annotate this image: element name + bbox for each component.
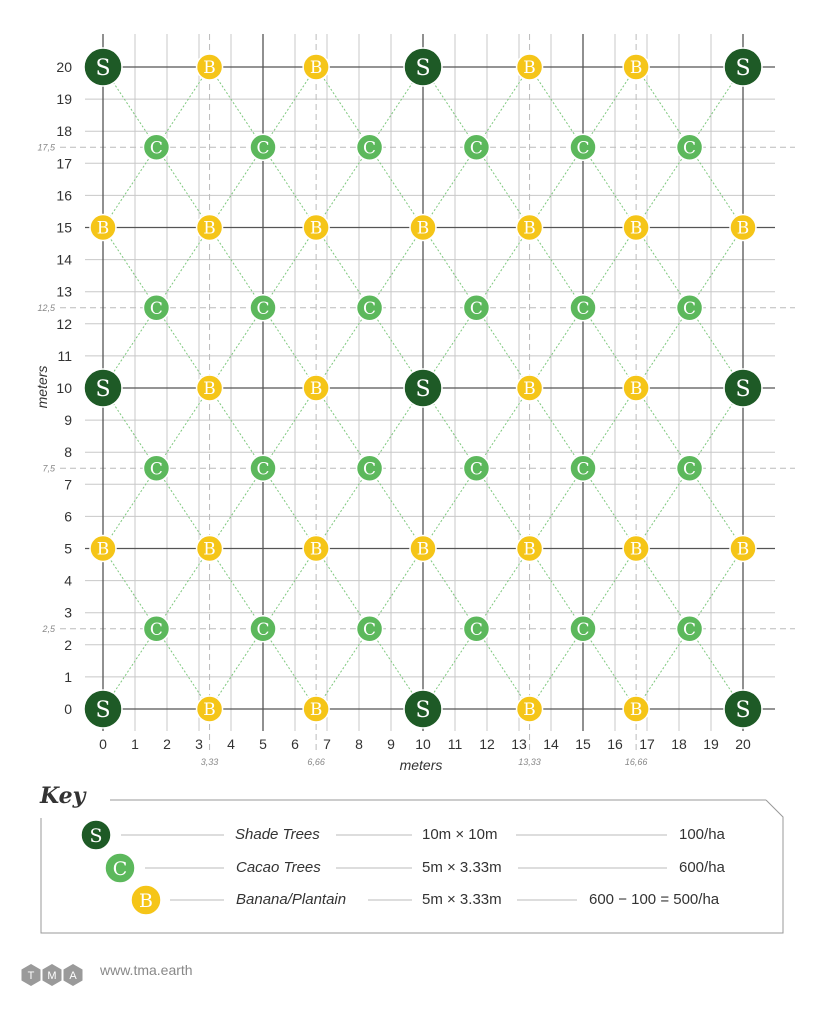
cacao-tree-marker bbox=[357, 295, 383, 321]
diagonal-guide-line bbox=[156, 67, 209, 147]
shade-tree-marker bbox=[404, 690, 442, 728]
x-tick-label: 9 bbox=[387, 736, 395, 752]
cacao-tree-marker-letter: C bbox=[576, 459, 590, 480]
banana-tree-marker-letter: B bbox=[629, 379, 643, 399]
diagonal-guide-line bbox=[263, 67, 316, 147]
banana-tree-marker bbox=[623, 215, 649, 241]
shade-tree-marker bbox=[404, 369, 442, 407]
diagonal-guide-line bbox=[583, 468, 636, 548]
x-tick-label: 12 bbox=[479, 736, 495, 752]
key-marker-letter: C bbox=[112, 858, 128, 880]
diagonal-guide-line bbox=[476, 228, 529, 308]
shade-tree-marker bbox=[724, 369, 762, 407]
cacao-tree-marker bbox=[677, 295, 703, 321]
shade-tree-marker bbox=[84, 690, 122, 728]
y-tick-label: 7 bbox=[64, 476, 72, 493]
diagonal-guide-line bbox=[370, 549, 423, 629]
diagonal-guide-line bbox=[476, 147, 529, 227]
banana-tree-marker bbox=[197, 375, 223, 401]
shade-tree-marker-letter: S bbox=[735, 56, 751, 81]
diagonal-guide-line bbox=[210, 549, 263, 629]
cacao-tree-marker bbox=[570, 134, 596, 160]
cacao-tree-marker bbox=[143, 455, 169, 481]
y-tick-label: 4 bbox=[64, 572, 72, 589]
shade-tree-marker-letter: S bbox=[95, 377, 111, 402]
banana-tree-marker-letter: B bbox=[736, 539, 750, 560]
diagonal-guide-line bbox=[210, 147, 263, 227]
y-extra-tick-label: 17,5 bbox=[37, 142, 55, 153]
diagonal-guide-line bbox=[636, 388, 689, 468]
shade-tree-marker-letter: S bbox=[415, 56, 431, 81]
diagonal-guide-line bbox=[530, 629, 583, 709]
banana-tree-marker-letter: B bbox=[629, 700, 643, 720]
x-tick-label: 17 bbox=[639, 736, 655, 752]
diagonal-guide-line bbox=[156, 468, 209, 548]
shade-tree-marker bbox=[724, 690, 762, 728]
cacao-tree-marker-letter: C bbox=[256, 619, 270, 640]
key-density-banana: 600 − 100 = 500/ha bbox=[589, 891, 720, 908]
x-axis-label: meters bbox=[399, 757, 443, 773]
diagonal-guide-line bbox=[530, 228, 583, 308]
logo-letter: T bbox=[27, 970, 35, 982]
diagonal-guide-line bbox=[316, 629, 369, 709]
cacao-tree-marker-letter: C bbox=[149, 298, 163, 319]
banana-tree-marker bbox=[303, 696, 329, 722]
banana-tree-marker-letter: B bbox=[203, 58, 216, 78]
key-spacing-banana: 5m × 3.33m bbox=[422, 891, 502, 908]
cacao-tree-marker bbox=[250, 295, 276, 321]
y-extra-tick-label: 2,5 bbox=[42, 623, 55, 634]
diagonal-guide-line bbox=[263, 228, 316, 308]
key-marker-letter: B bbox=[139, 890, 153, 912]
banana-tree-marker bbox=[303, 215, 329, 241]
y-tick-label: 2 bbox=[64, 636, 72, 653]
cacao-tree-marker bbox=[357, 134, 383, 160]
banana-tree-marker bbox=[517, 536, 543, 562]
shade-tree-marker bbox=[84, 369, 122, 407]
diagonal-guide-line bbox=[370, 228, 423, 308]
diagonal-guide-line bbox=[690, 468, 743, 548]
banana-tree-marker bbox=[410, 215, 436, 241]
diagonal-guide-line bbox=[263, 388, 316, 468]
diagonal-guide-line bbox=[530, 308, 583, 388]
banana-tree-marker-letter: B bbox=[523, 700, 536, 720]
banana-tree-marker bbox=[517, 215, 543, 241]
banana-tree-marker-letter: B bbox=[523, 58, 536, 78]
diagonal-guide-line bbox=[476, 468, 529, 548]
diagonal-guide-line bbox=[636, 228, 689, 308]
tma-logo bbox=[20, 962, 84, 988]
cacao-tree-marker-letter: C bbox=[256, 298, 270, 319]
cacao-tree-marker bbox=[250, 616, 276, 642]
diagonal-guide-line bbox=[210, 629, 263, 709]
x-tick-label: 15 bbox=[575, 736, 591, 752]
x-tick-label: 19 bbox=[703, 736, 719, 752]
key-spacing-shade: 10m × 10m bbox=[422, 826, 498, 843]
y-tick-label: 17 bbox=[56, 155, 72, 172]
diagonal-guide-line bbox=[316, 147, 369, 227]
diagonal-guide-line bbox=[690, 228, 743, 308]
cacao-tree-marker-letter: C bbox=[363, 619, 377, 640]
diagonal-guide-line bbox=[316, 468, 369, 548]
banana-tree-marker bbox=[90, 536, 116, 562]
x-tick-label: 5 bbox=[259, 736, 267, 752]
banana-tree-marker-letter: B bbox=[309, 58, 323, 78]
cacao-tree-marker-letter: C bbox=[256, 459, 270, 480]
diagonal-guide-line bbox=[583, 147, 636, 227]
y-tick-label: 1 bbox=[64, 668, 72, 685]
diagonal-guide-line bbox=[636, 67, 689, 147]
banana-tree-marker-letter: B bbox=[96, 539, 110, 560]
x-tick-label: 3 bbox=[195, 736, 203, 752]
key-density-shade: 100/ha bbox=[679, 826, 725, 843]
diagonal-guide-line bbox=[583, 388, 636, 468]
diagonal-guide-line bbox=[476, 549, 529, 629]
cacao-tree-marker bbox=[463, 616, 489, 642]
cacao-tree-marker bbox=[357, 616, 383, 642]
cacao-tree-marker bbox=[570, 455, 596, 481]
key-marker-s bbox=[81, 820, 111, 850]
diagonal-guide-line bbox=[156, 388, 209, 468]
shade-tree-marker bbox=[404, 48, 442, 86]
diagonal-guide-line bbox=[530, 549, 583, 629]
x-tick-label: 10 bbox=[415, 736, 431, 752]
diagonal-guide-line bbox=[583, 308, 636, 388]
cacao-tree-marker-letter: C bbox=[576, 619, 590, 640]
cacao-tree-marker bbox=[250, 455, 276, 481]
diagonal-guide-line bbox=[636, 147, 689, 227]
banana-tree-marker bbox=[623, 696, 649, 722]
cacao-tree-marker-letter: C bbox=[363, 459, 377, 480]
banana-tree-marker-letter: B bbox=[309, 700, 323, 720]
diagonal-guide-line bbox=[423, 147, 476, 227]
diagonal-guide-line bbox=[263, 147, 316, 227]
cacao-tree-marker bbox=[677, 455, 703, 481]
x-tick-label: 13 bbox=[511, 736, 527, 752]
banana-tree-marker bbox=[197, 536, 223, 562]
x-tick-label: 14 bbox=[543, 736, 559, 752]
key-marker-b bbox=[131, 885, 161, 915]
cacao-tree-marker-letter: C bbox=[683, 138, 697, 159]
diagonal-guide-line bbox=[156, 228, 209, 308]
diagonal-guide-line bbox=[636, 468, 689, 548]
x-extra-tick-label: 13,33 bbox=[518, 757, 541, 767]
banana-tree-marker-letter: B bbox=[523, 539, 536, 560]
banana-tree-marker-letter: B bbox=[96, 218, 110, 239]
banana-tree-marker bbox=[623, 536, 649, 562]
diagonal-guide-line bbox=[423, 549, 476, 629]
diagonal-guide-line bbox=[476, 308, 529, 388]
diagonal-guide-line bbox=[690, 147, 743, 227]
banana-tree-marker bbox=[197, 215, 223, 241]
x-tick-label: 4 bbox=[227, 736, 235, 752]
cacao-tree-marker-letter: C bbox=[683, 298, 697, 319]
x-tick-label: 11 bbox=[447, 736, 463, 752]
y-tick-label: 5 bbox=[64, 540, 72, 557]
diagonal-guide-line bbox=[583, 228, 636, 308]
key-density-cacao: 600/ha bbox=[679, 859, 725, 876]
diagonal-guide-line bbox=[316, 388, 369, 468]
key-name-shade: Shade Trees bbox=[235, 826, 320, 843]
diagonal-guide-line bbox=[690, 549, 743, 629]
diagonal-guide-line bbox=[530, 67, 583, 147]
cacao-tree-marker bbox=[250, 134, 276, 160]
banana-tree-marker-letter: B bbox=[309, 539, 323, 560]
cacao-tree-marker bbox=[677, 134, 703, 160]
key-name-cacao: Cacao Trees bbox=[236, 859, 321, 876]
y-tick-label: 0 bbox=[64, 701, 72, 717]
shade-tree-marker-letter: S bbox=[95, 56, 111, 81]
y-tick-label: 19 bbox=[56, 91, 72, 108]
diagonal-guide-line bbox=[370, 147, 423, 227]
diagonal-guide-line bbox=[156, 549, 209, 629]
banana-tree-marker bbox=[197, 54, 223, 80]
y-tick-label: 9 bbox=[64, 412, 72, 429]
cacao-tree-marker bbox=[463, 455, 489, 481]
banana-tree-marker bbox=[730, 215, 756, 241]
diagonal-guide-line bbox=[156, 147, 209, 227]
y-tick-label: 3 bbox=[64, 604, 72, 621]
y-tick-label: 6 bbox=[64, 508, 72, 525]
y-axis-label: meters bbox=[34, 365, 50, 409]
diagonal-guide-line bbox=[636, 629, 689, 709]
cacao-tree-marker bbox=[677, 616, 703, 642]
diagonal-guide-line bbox=[210, 468, 263, 548]
banana-tree-marker-letter: B bbox=[309, 218, 323, 239]
y-tick-label: 11 bbox=[57, 347, 72, 364]
diagonal-guide-line bbox=[263, 629, 316, 709]
diagonal-guide-line bbox=[210, 67, 263, 147]
cacao-tree-marker bbox=[463, 295, 489, 321]
banana-tree-marker bbox=[517, 375, 543, 401]
shade-tree-marker-letter: S bbox=[735, 698, 751, 723]
banana-tree-marker-letter: B bbox=[203, 379, 216, 399]
banana-tree-marker-letter: B bbox=[203, 700, 216, 720]
diagonal-guide-line bbox=[370, 468, 423, 548]
cacao-tree-marker-letter: C bbox=[469, 459, 483, 480]
banana-tree-marker-letter: B bbox=[629, 539, 643, 560]
diagonal-guide-line bbox=[103, 549, 156, 629]
banana-tree-marker bbox=[517, 696, 543, 722]
key-marker-letter: S bbox=[89, 825, 103, 847]
cacao-tree-marker-letter: C bbox=[469, 619, 483, 640]
banana-tree-marker-letter: B bbox=[203, 539, 216, 560]
diagonal-guide-line bbox=[103, 468, 156, 548]
y-tick-label: 13 bbox=[56, 283, 72, 300]
cacao-tree-marker bbox=[143, 295, 169, 321]
diagonal-guide-line bbox=[210, 388, 263, 468]
banana-tree-marker-letter: B bbox=[416, 218, 430, 239]
diagonal-guide-line bbox=[156, 629, 209, 709]
diagonal-guide-line bbox=[530, 468, 583, 548]
diagonal-guide-line bbox=[263, 308, 316, 388]
shade-tree-marker-letter: S bbox=[415, 377, 431, 402]
y-tick-label: 16 bbox=[56, 187, 72, 204]
banana-tree-marker-letter: B bbox=[523, 379, 536, 399]
banana-tree-marker bbox=[90, 215, 116, 241]
banana-tree-marker bbox=[623, 54, 649, 80]
diagonal-guide-line bbox=[583, 629, 636, 709]
cacao-tree-marker-letter: C bbox=[363, 298, 377, 319]
cacao-tree-marker-letter: C bbox=[469, 138, 483, 159]
cacao-tree-marker bbox=[357, 455, 383, 481]
banana-tree-marker-letter: B bbox=[523, 218, 536, 239]
banana-tree-marker-letter: B bbox=[629, 58, 643, 78]
y-extra-tick-label: 7,5 bbox=[42, 463, 55, 474]
diagonal-guide-line bbox=[530, 147, 583, 227]
cacao-tree-marker-letter: C bbox=[469, 298, 483, 319]
banana-tree-marker bbox=[730, 536, 756, 562]
banana-tree-marker bbox=[197, 696, 223, 722]
cacao-tree-marker bbox=[143, 134, 169, 160]
logo-letter: M bbox=[47, 970, 57, 982]
diagonal-guide-line bbox=[476, 388, 529, 468]
x-tick-label: 20 bbox=[735, 736, 751, 752]
key-title: Key bbox=[40, 783, 86, 809]
y-tick-label: 10 bbox=[56, 380, 72, 396]
shade-tree-marker-letter: S bbox=[735, 377, 751, 402]
diagonal-guide-line bbox=[263, 549, 316, 629]
banana-tree-marker bbox=[410, 536, 436, 562]
y-tick-label: 18 bbox=[56, 123, 72, 140]
diagonal-guide-line bbox=[583, 549, 636, 629]
cacao-tree-marker bbox=[570, 616, 596, 642]
diagonal-guide-line bbox=[636, 308, 689, 388]
cacao-tree-marker-letter: C bbox=[256, 138, 270, 159]
shade-tree-marker bbox=[724, 48, 762, 86]
y-extra-tick-label: 12,5 bbox=[37, 302, 55, 313]
logo-letter: A bbox=[69, 970, 77, 982]
diagonal-guide-line bbox=[210, 308, 263, 388]
diagonal-guide-line bbox=[316, 549, 369, 629]
banana-tree-marker-letter: B bbox=[629, 218, 643, 239]
y-tick-label: 15 bbox=[56, 219, 72, 236]
diagonal-guide-line bbox=[103, 228, 156, 308]
diagonal-guide-line bbox=[476, 629, 529, 709]
cacao-tree-marker bbox=[143, 616, 169, 642]
x-tick-label: 1 bbox=[131, 736, 139, 752]
diagonal-guide-line bbox=[423, 468, 476, 548]
cacao-tree-marker-letter: C bbox=[683, 459, 697, 480]
cacao-tree-marker-letter: C bbox=[149, 619, 163, 640]
diagonal-guide-line bbox=[103, 147, 156, 227]
x-tick-label: 6 bbox=[291, 736, 299, 752]
banana-tree-marker-letter: B bbox=[203, 218, 216, 239]
cacao-tree-marker-letter: C bbox=[576, 138, 590, 159]
diagonal-guide-line bbox=[316, 228, 369, 308]
cacao-tree-marker-letter: C bbox=[576, 298, 590, 319]
diagonal-guide-line bbox=[423, 228, 476, 308]
x-tick-label: 8 bbox=[355, 736, 363, 752]
shade-tree-marker-letter: S bbox=[415, 698, 431, 723]
footer-url[interactable]: www.tma.earth bbox=[100, 962, 193, 978]
key-marker-c bbox=[105, 853, 135, 883]
banana-tree-marker-letter: B bbox=[309, 379, 323, 399]
diagonal-guide-line bbox=[530, 388, 583, 468]
diagonal-guide-line bbox=[210, 228, 263, 308]
x-tick-label: 0 bbox=[99, 736, 107, 752]
shade-tree-marker bbox=[84, 48, 122, 86]
banana-tree-marker bbox=[517, 54, 543, 80]
banana-tree-marker-letter: B bbox=[736, 218, 750, 239]
cacao-tree-marker-letter: C bbox=[149, 459, 163, 480]
diagonal-guide-line bbox=[636, 549, 689, 629]
banana-tree-marker-letter: B bbox=[416, 539, 430, 560]
x-extra-tick-label: 6,66 bbox=[307, 757, 325, 767]
key-name-banana: Banana/Plantain bbox=[236, 891, 347, 908]
banana-tree-marker bbox=[303, 54, 329, 80]
cacao-tree-marker-letter: C bbox=[363, 138, 377, 159]
banana-tree-marker bbox=[623, 375, 649, 401]
x-extra-tick-label: 16,66 bbox=[624, 757, 648, 767]
key-spacing-cacao: 5m × 3.33m bbox=[422, 859, 502, 876]
x-extra-tick-label: 3,33 bbox=[200, 757, 219, 767]
cacao-tree-marker bbox=[463, 134, 489, 160]
cacao-tree-marker-letter: C bbox=[149, 138, 163, 159]
diagonal-guide-line bbox=[156, 308, 209, 388]
x-tick-label: 2 bbox=[163, 736, 171, 752]
diagonal-guide-line bbox=[583, 67, 636, 147]
x-tick-label: 18 bbox=[671, 736, 687, 752]
y-tick-label: 20 bbox=[56, 59, 72, 75]
banana-tree-marker bbox=[303, 375, 329, 401]
diagonal-guide-line bbox=[263, 468, 316, 548]
banana-tree-marker bbox=[303, 536, 329, 562]
x-tick-label: 16 bbox=[607, 736, 623, 752]
diagonal-guide-line bbox=[316, 308, 369, 388]
x-tick-label: 7 bbox=[323, 736, 331, 752]
diagonal-guide-line bbox=[316, 67, 369, 147]
y-tick-label: 12 bbox=[56, 315, 72, 332]
cacao-tree-marker-letter: C bbox=[683, 619, 697, 640]
y-tick-label: 8 bbox=[64, 444, 72, 461]
cacao-tree-marker bbox=[570, 295, 596, 321]
shade-tree-marker-letter: S bbox=[95, 698, 111, 723]
diagonal-guide-line bbox=[476, 67, 529, 147]
y-tick-label: 14 bbox=[56, 251, 72, 268]
